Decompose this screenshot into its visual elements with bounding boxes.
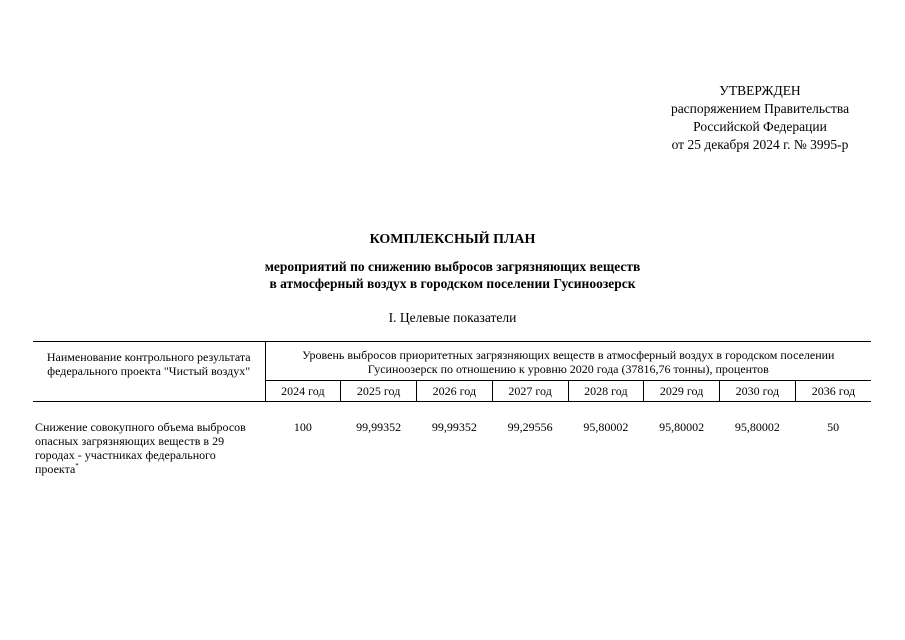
column-header-emission-level: Уровень выбросов приоритетных загрязняющих веществ в атмосферный воздух в городском поселении Гусиноозерск по отношению к уровню 2020 года (37816,76 тонны), процентов	[265, 342, 871, 381]
table-row	[33, 402, 871, 477]
table-cell-value: 99,99352	[431, 420, 477, 434]
table-cell-value: 95,80002	[734, 420, 780, 434]
row-indicator-name	[33, 402, 265, 477]
section-heading: I. Целевые показатели	[388, 310, 517, 325]
table-cell-value: 95,80002	[659, 420, 705, 434]
approval-status: УТВЕРЖДЕН	[719, 83, 801, 98]
document-subtitle	[0, 258, 905, 292]
year-header: 2028 год	[568, 381, 644, 402]
year-header: 2026 год	[417, 381, 493, 402]
column-header-name: Наименование контрольного результата федерального проекта "Чистый воздух"	[33, 342, 265, 402]
document-title: КОМПЛЕКСНЫЙ ПЛАН	[369, 232, 536, 247]
target-indicators-table	[33, 341, 871, 476]
table-cell-value: 95,80002	[583, 420, 629, 434]
footnote-mark: *	[75, 462, 79, 470]
approval-date-number: от 25 декабря 2024 г. № 3995-р	[671, 137, 849, 152]
subtitle-line-1: мероприятий по снижению выбросов загрязняющих веществ	[264, 259, 641, 274]
year-header: 2024 год	[265, 381, 341, 402]
year-header: 2036 год	[795, 381, 871, 402]
table-cell-value: 99,29556	[507, 420, 553, 434]
table-cell-value: 100	[293, 420, 312, 434]
subtitle-line-2: в атмосферный воздух в городском поселении Гусиноозерск	[269, 276, 636, 291]
year-header: 2030 год	[720, 381, 796, 402]
year-header: 2029 год	[644, 381, 720, 402]
year-header: 2027 год	[492, 381, 568, 402]
approval-authority: распоряжением Правительства	[670, 101, 850, 116]
table-cell-value: 99,99352	[356, 420, 402, 434]
approval-government: Российской Федерации	[693, 119, 827, 134]
year-header: 2025 год	[341, 381, 417, 402]
approval-block	[640, 82, 880, 154]
row-indicator-text: Снижение совокупного объема выбросов опасных загрязняющих веществ в 29 городах - участниках федерального проекта	[35, 420, 246, 476]
table-cell-value: 50	[827, 420, 840, 434]
